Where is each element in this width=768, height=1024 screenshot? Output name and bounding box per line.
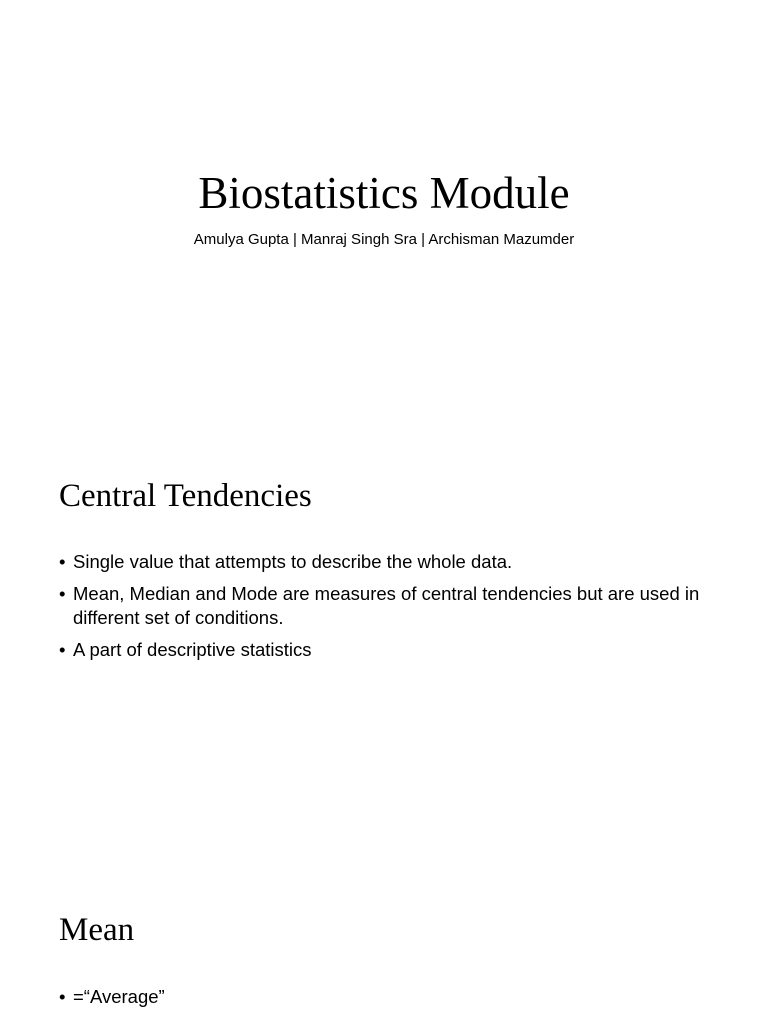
slide-heading: Central Tendencies bbox=[59, 478, 312, 514]
presentation-title: Biostatistics Module bbox=[198, 168, 570, 218]
bullet-icon: • bbox=[59, 986, 66, 1007]
bullet-text: =“Average” bbox=[73, 986, 165, 1007]
bullet-icon: • bbox=[59, 551, 66, 572]
bullet-item bbox=[59, 582, 719, 630]
bullet-text: A part of descriptive statistics bbox=[73, 639, 312, 660]
central-tendencies-slide bbox=[0, 432, 768, 864]
bullet-text: Single value that attempts to describe the whole data. bbox=[73, 551, 513, 572]
slide-heading: Mean bbox=[59, 912, 135, 948]
authors-subtitle: Amulya Gupta | Manraj Singh Sra | Archisman Mazumder bbox=[193, 231, 575, 248]
bullet-text: Mean, Median and Mode are measures of central tendencies but are used in different set of conditions. bbox=[73, 583, 700, 628]
bullet-icon: • bbox=[59, 583, 66, 604]
bullet-list bbox=[59, 985, 719, 1017]
bullet-list bbox=[59, 550, 719, 670]
bullet-item bbox=[59, 550, 719, 574]
bullet-item bbox=[59, 985, 719, 1009]
mean-slide bbox=[0, 864, 768, 1024]
title-slide bbox=[0, 0, 768, 432]
bullet-item bbox=[59, 638, 719, 662]
bullet-icon: • bbox=[59, 639, 66, 660]
